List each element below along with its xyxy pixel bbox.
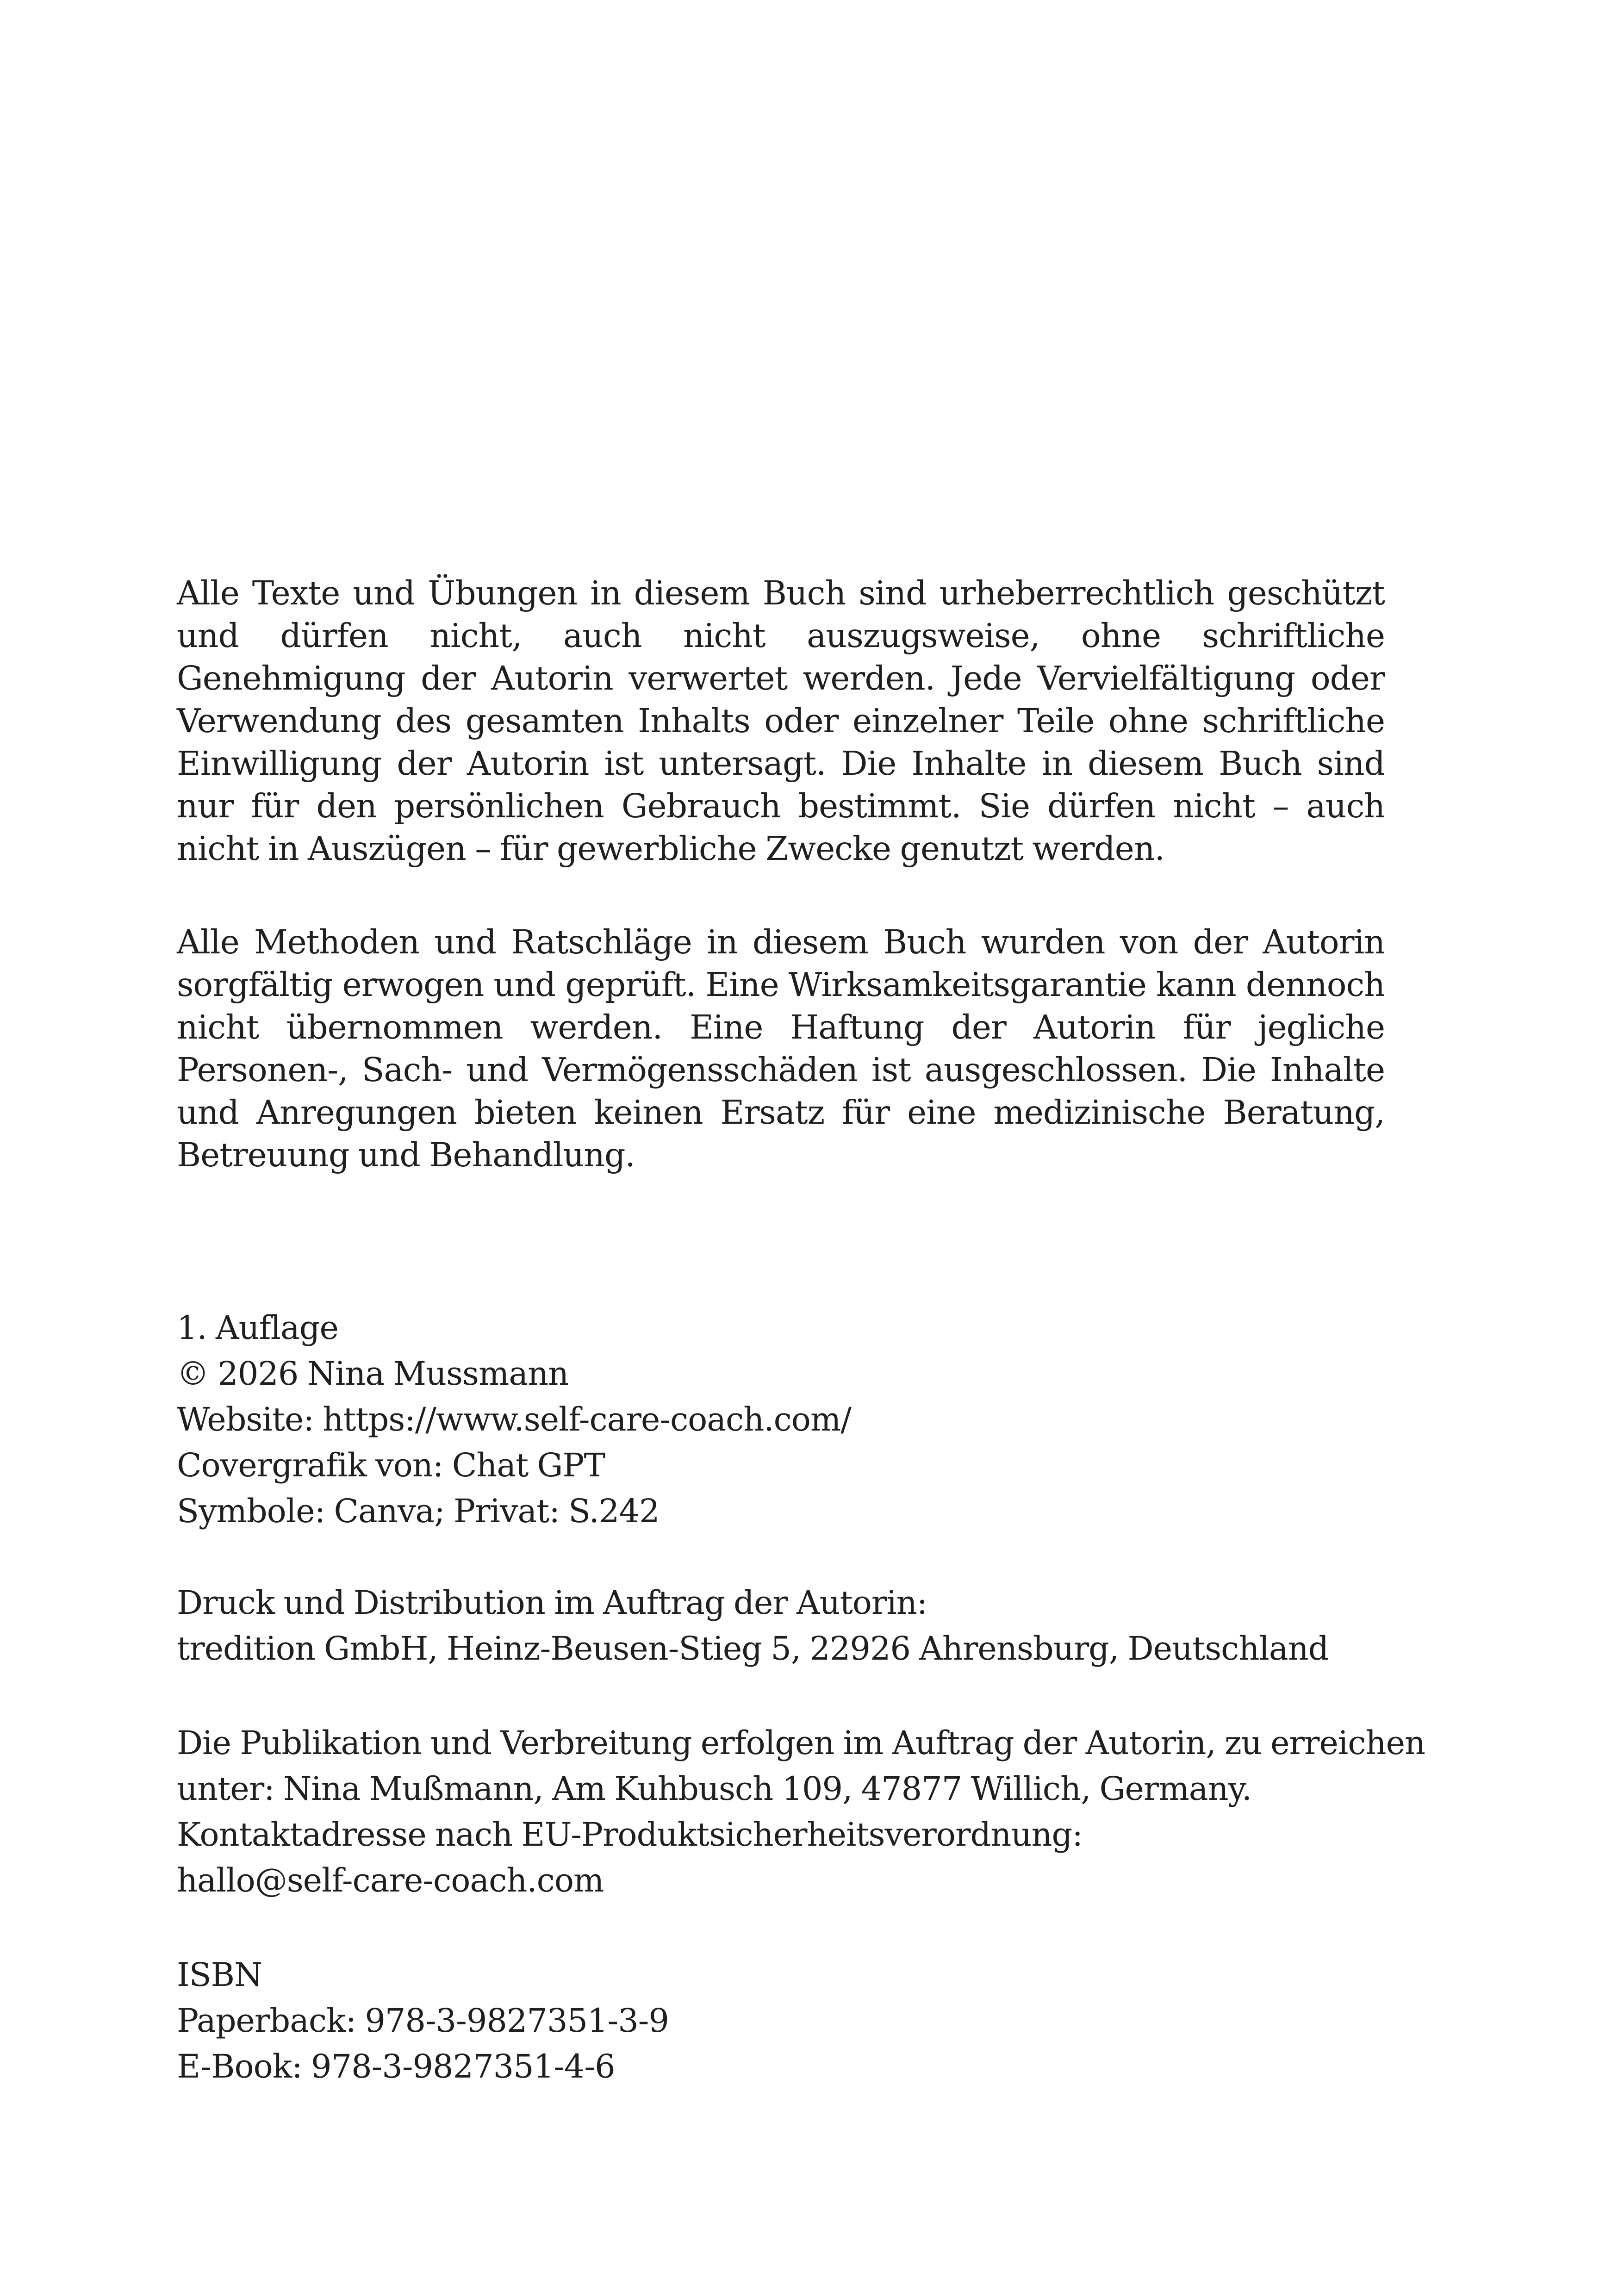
edition-info-block	[177, 1305, 1426, 1534]
publication-line-1: Die Publikation und Verbreitung erfolgen im Auftrag der Autorin, zu erreichen	[177, 1724, 1425, 1762]
liability-notice-paragraph: Alle Methoden und Ratschläge in diesem Buch wurden von der Autorin sorgfältig erwogen und geprüft. Eine Wirksamkeitsgarantie kann dennoch nicht übernommen werden. Eine Haftung der Autorin für jegliche Personen-, Sach- und Vermögensschäden ist ausgeschlossen. Die Inhalte und Anregungen bieten keinen Ersatz für eine medizinische Beratung, Betreuung und Behandlung.	[177, 923, 1385, 1174]
publication-info-block	[177, 1720, 1426, 1904]
copyright-notice-paragraph: Alle Texte und Übungen in diesem Buch sind urheberrechtlich geschützt und dürfen nicht, auch nicht auszugsweise, ohne schriftliche Genehmigung der Autorin verwertet werden. Jede Vervielfältigung oder Verwendung des gesamten Inhalts oder einzelner Teile ohne schriftliche Einwilligung der Autorin ist untersagt. Die Inhalte in diesem Buch sind nur für den persönlichen Gebrauch bestimmt. Sie dürfen nicht – auch nicht in Auszügen – für gewerbliche Zwecke genutzt werden.	[177, 574, 1385, 868]
symbols-credit-line: Symbole: Canva; Privat: S.242	[177, 1492, 660, 1530]
website-line: Website: https://www.self-care-coach.com/	[177, 1400, 851, 1438]
edition-line: 1. Auflage	[177, 1309, 338, 1347]
printing-heading: Druck und Distribution im Auftrag der Autorin:	[177, 1584, 927, 1622]
isbn-paperback: Paperback: 978-3-9827351-3-9	[177, 2002, 669, 2040]
printer-address: tredition GmbH, Heinz-Beusen-Stieg 5, 22926 Ahrensburg, Deutschland	[177, 1630, 1329, 1668]
isbn-block	[177, 1952, 1426, 2090]
printing-info-block	[177, 1580, 1426, 1672]
publication-line-2: unter: Nina Mußmann, Am Kuhbusch 109, 47877 Willich, Germany.	[177, 1770, 1252, 1808]
publication-line-3: Kontaktadresse nach EU-Produktsicherheitsverordnung:	[177, 1816, 1083, 1854]
isbn-ebook: E-Book: 978-3-9827351-4-6	[177, 2047, 615, 2085]
isbn-heading: ISBN	[177, 1956, 262, 1994]
contact-email: hallo@self-care-coach.com	[177, 1861, 604, 1899]
cover-credit-line: Covergrafik von: Chat GPT	[177, 1446, 605, 1484]
copyright-line: © 2026 Nina Mussmann	[177, 1355, 569, 1393]
